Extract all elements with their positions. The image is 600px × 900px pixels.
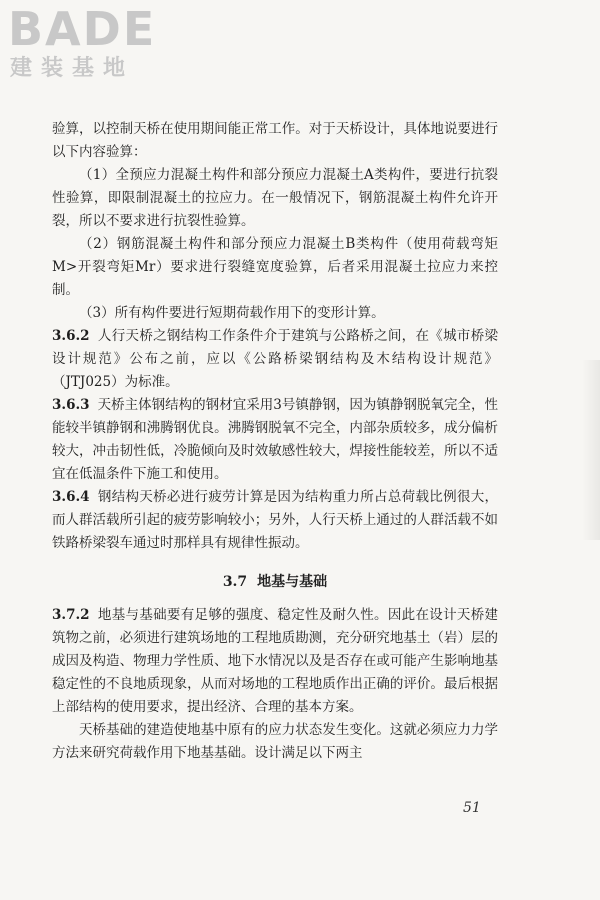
clause-text: 地基与基础要有足够的强度、稳定性及耐久性。因此在设计天桥建筑物之前，必须进行建筑场地的工程地质勘测，充分研究地基土（岩）层的成因及构造、物理力学性质、地下水情况以及是否存在或可能产生影响地基稳定性的不良地质现象，从而对场地的工程地质作出正确的评价。最后根据上部结构的使用要求，提出经济、合理的基本方案。 bbox=[52, 607, 498, 715]
clause-3-6-2 bbox=[52, 325, 498, 394]
clause-number: 3.7.2 bbox=[52, 607, 90, 623]
paragraph-intro: 验算，以控制天桥在使用期间能正常工作。对于天桥设计，具体地说要进行以下内容验算： bbox=[52, 121, 498, 160]
section-heading bbox=[52, 571, 498, 594]
list-item-3: （3）所有构件要进行短期荷载作用下的变形计算。 bbox=[79, 305, 385, 321]
logo-wordmark: BADE bbox=[8, 2, 157, 56]
clause-text: 人行天桥之钢结构工作条件介于建筑与公路桥之间，在《城市桥梁设计规范》公布之前，应以《公路桥梁钢结构及木结构设计规范》（JTJ025）为标准。 bbox=[52, 328, 498, 390]
clause-number: 3.6.3 bbox=[52, 397, 90, 413]
section-title: 地基与基础 bbox=[257, 574, 328, 590]
page-number: 51 bbox=[463, 800, 481, 816]
list-item-1: （1）全预应力混凝土构件和部分预应力混凝土A类构件，要进行抗裂性验算，即限制混凝土的拉应力。在一般情况下，钢筋混凝土构件允许开裂，所以不要求进行抗裂性验算。 bbox=[52, 167, 498, 229]
paragraph-foundation: 天桥基础的建造使地基中原有的应力状态发生变化。这就必须应力力学方法来研究荷载作用下地基基础。设计满足以下两主 bbox=[52, 722, 498, 761]
page-body bbox=[52, 118, 498, 765]
clause-text: 天桥主体钢结构的钢材宜采用3号镇静钢，因为镇静钢脱氧完全，性能较半镇静钢和沸腾钢优良。沸腾钢脱氧不完全，内部杂质较多，成分偏析较大，冲击韧性低，冷脆倾向及时效敏感性较大，焊接性能较差，所以不适宜在低温条件下施工和使用。 bbox=[52, 397, 498, 482]
clause-text: 钢结构天桥必进行疲劳计算是因为结构重力所占总荷载比例很大，而人群活载所引起的疲劳影响较小；另外，人行天桥上通过的人群活载不如铁路桥梁裂车通过时那样具有规律性振动。 bbox=[52, 489, 498, 551]
clause-3-6-3 bbox=[52, 394, 498, 486]
clause-3-7-2 bbox=[52, 604, 498, 719]
scan-edge-shadow bbox=[582, 360, 600, 540]
section-number: 3.7 bbox=[222, 574, 248, 590]
clause-number: 3.6.2 bbox=[52, 328, 90, 344]
logo-subtitle: 建装基地 bbox=[10, 56, 135, 81]
clause-number: 3.6.4 bbox=[52, 489, 90, 505]
list-item-2: （2）钢筋混凝土构件和部分预应力混凝土B类构件（使用荷载弯矩M>开裂弯矩Mr）要求进行裂缝宽度验算，后者采用混凝土拉应力来控制。 bbox=[52, 236, 498, 298]
brand-logo bbox=[8, 4, 188, 86]
clause-3-6-4 bbox=[52, 486, 498, 555]
